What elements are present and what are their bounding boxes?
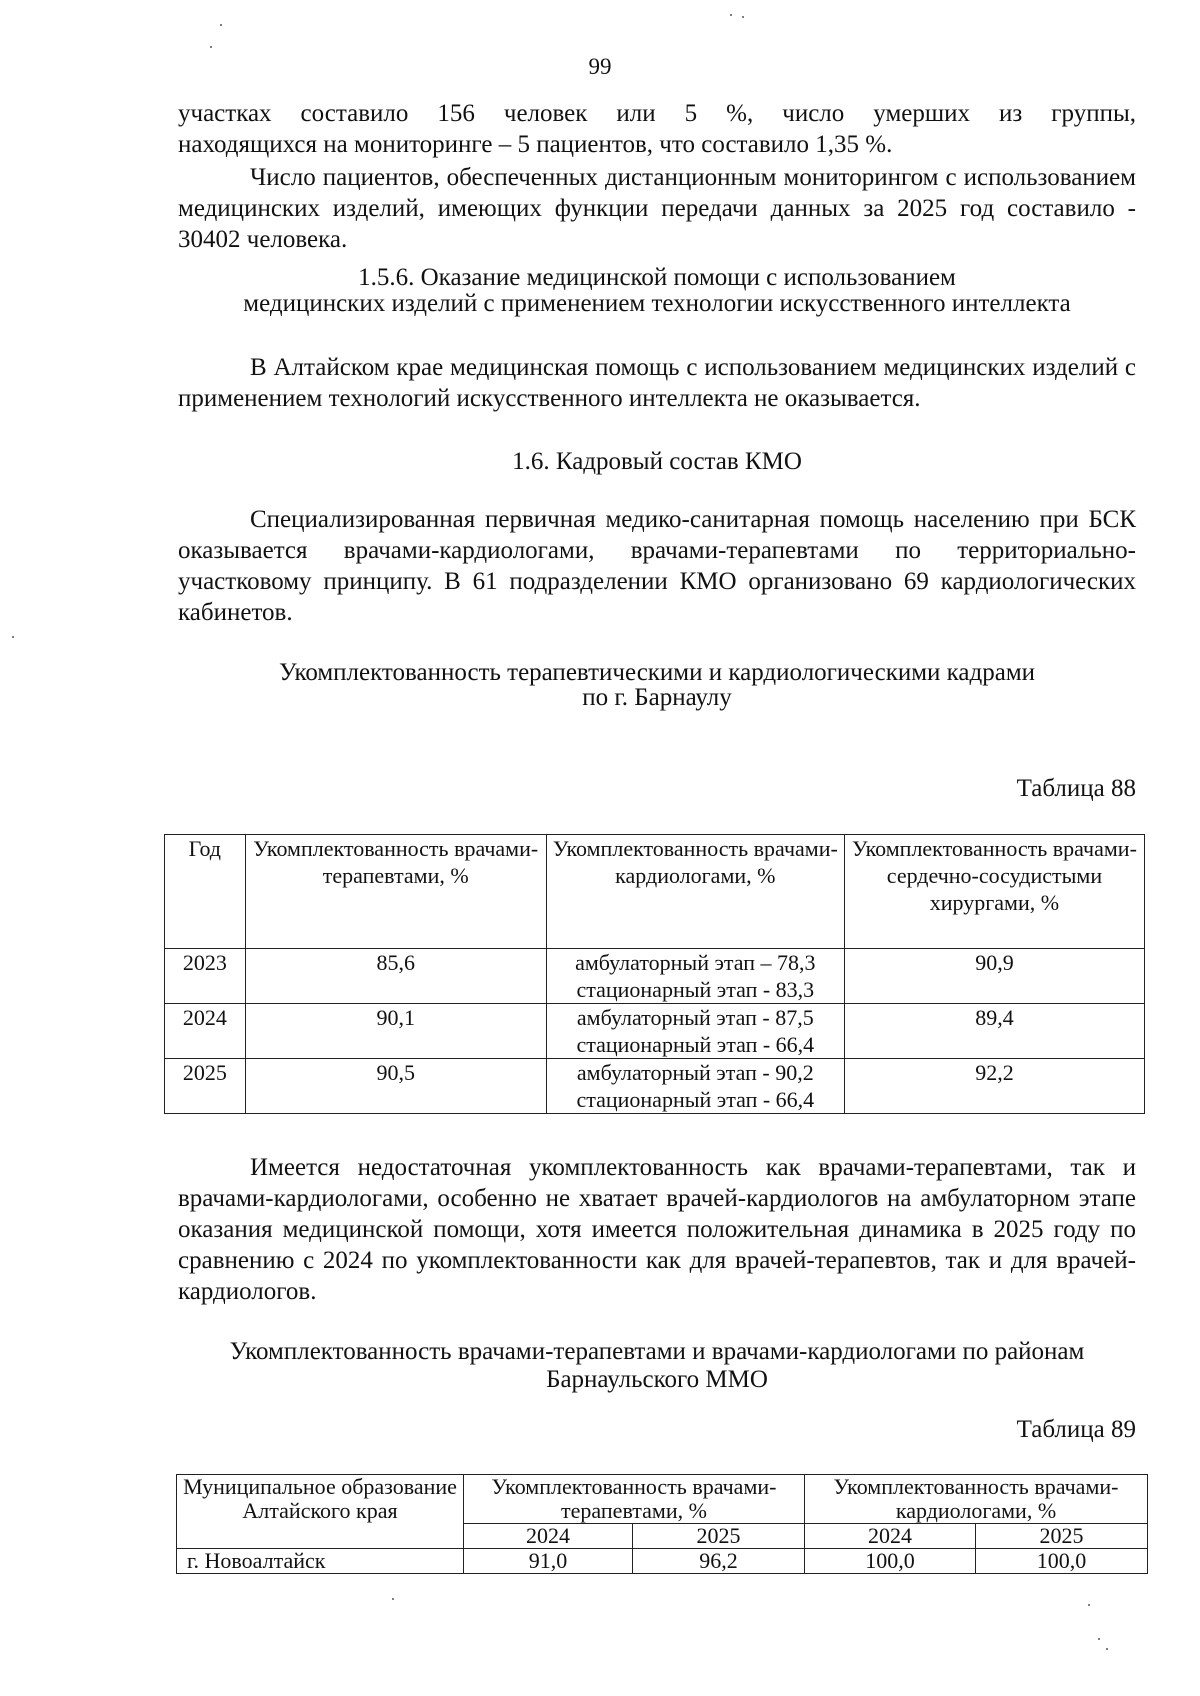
cell-value: 100,0 <box>976 1549 1148 1574</box>
cardiologists-stationary: стационарный этап - 66,4 <box>576 1032 815 1057</box>
cell-year: 2024 <box>165 1004 246 1059</box>
scan-speck <box>220 24 222 26</box>
cardiologists-stationary: стационарный этап - 83,3 <box>576 977 815 1002</box>
caption-line: по г. Барнаулу <box>582 684 732 711</box>
cell-year: 2025 <box>165 1059 246 1114</box>
paragraph-staffing-summary: Имеется недостаточная укомплектованность как врачами-терапевтами, так и врачами-кардиологами, особенно не хватает врачей-кардиологов на амбулаторном этапе оказания медицинской помощи, хотя имеется положительная динамика в 2025 году по сравнению с 2024 по укомплектованности как для врачей-терапевтов, так и для врачей-кардиологов. <box>178 1154 1136 1305</box>
scan-speck <box>730 14 732 16</box>
table-header-row <box>165 835 1145 949</box>
paragraph-specialized-care: Специализированная первичная медико-санитарная помощь населению при БСК оказывается врачами-кардиологами, врачами-терапевтами по территориально-участковому принципу. В 61 подразделении КМО организовано 69 кардиологических кабинетов. <box>178 506 1136 626</box>
paragraph-line: находящихся на мониторинге – 5 пациентов, что составило 1,35 %. <box>178 131 893 158</box>
scan-speck <box>392 1598 394 1600</box>
table-89 <box>176 1474 1148 1574</box>
table-89-caption <box>178 1338 1136 1394</box>
cell-cardiologists <box>546 1059 844 1114</box>
cell-value: 96,2 <box>633 1549 805 1574</box>
cell-surgeons: 92,2 <box>844 1059 1144 1114</box>
header-therapists: Укомплектованность врачами-терапевтами, % <box>245 835 546 949</box>
caption-line: Укомплектованность врачами-терапевтами и врачами-кардиологами по районам <box>229 1338 1085 1365</box>
header-cardiologists: Укомплектованность врачами-кардиологами, % <box>805 1475 1148 1524</box>
header-year: Год <box>165 835 246 949</box>
header-surgeons: Укомплектованность врачами-сердечно-сосудистыми хирургами, % <box>844 835 1144 949</box>
paragraph-line: участках составило 156 человек или 5 %, число умерших из группы, <box>178 100 1136 127</box>
scan-speck <box>742 16 744 18</box>
scan-speck <box>1098 1638 1100 1640</box>
cell-year: 2023 <box>165 949 246 1004</box>
section-heading-1-6: 1.6. Кадровый состав КМО <box>512 448 802 475</box>
header-therapists: Укомплектованность врачами-терапевтами, % <box>464 1475 805 1524</box>
scan-speck <box>210 46 212 48</box>
cell-municipality: г. Новоалтайск <box>177 1549 464 1574</box>
cell-therapists: 90,5 <box>245 1059 546 1114</box>
cell-cardiologists <box>546 949 844 1004</box>
cell-value: 100,0 <box>805 1549 976 1574</box>
caption-line: Барнаульского ММО <box>546 1366 768 1393</box>
cell-therapists: 85,6 <box>245 949 546 1004</box>
header-municipality: Муниципальное образование Алтайского края <box>177 1475 464 1549</box>
table-89-label: Таблица 89 <box>1016 1416 1136 1443</box>
cell-value: 91,0 <box>464 1549 633 1574</box>
caption-line: Укомплектованность терапевтическими и кардиологическими кадрами <box>278 659 1036 686</box>
header-year: 2024 <box>464 1524 633 1549</box>
cell-therapists: 90,1 <box>245 1004 546 1059</box>
cardiologists-ambulatory: амбулаторный этап - 87,5 <box>576 1005 814 1030</box>
scan-speck <box>12 636 14 638</box>
section-heading-1-5-6 <box>178 262 1136 319</box>
header-year: 2024 <box>805 1524 976 1549</box>
scan-speck <box>1088 1604 1090 1606</box>
header-cardiologists: Укомплектованность врачами-кардиологами, % <box>546 835 844 949</box>
header-year: 2025 <box>633 1524 805 1549</box>
table-row <box>165 949 1145 1004</box>
table-header-row <box>177 1475 1148 1524</box>
scan-speck <box>1106 1648 1108 1650</box>
heading-line: 1.5.6. Оказание медицинской помощи с использованием <box>358 264 956 291</box>
cell-cardiologists <box>546 1004 844 1059</box>
table-88-label: Таблица 88 <box>1016 775 1136 802</box>
table-88-caption <box>178 657 1136 713</box>
header-year: 2025 <box>976 1524 1148 1549</box>
cell-surgeons: 90,9 <box>844 949 1144 1004</box>
table-row <box>165 1059 1145 1114</box>
page-number: 99 <box>588 54 612 79</box>
table-row <box>165 1004 1145 1059</box>
table-row <box>177 1549 1148 1574</box>
cardiologists-stationary: стационарный этап - 66,4 <box>576 1087 815 1112</box>
cardiologists-ambulatory: амбулаторный этап – 78,3 <box>575 950 816 975</box>
paragraph-ai: В Алтайском крае медицинская помощь с использованием медицинских изделий с применением технологий искусственного интеллекта не оказывается. <box>178 354 1136 412</box>
table-88 <box>164 834 1145 1114</box>
cardiologists-ambulatory: амбулаторный этап - 90,2 <box>576 1060 814 1085</box>
paragraph-remote-monitoring: Число пациентов, обеспеченных дистанционным мониторингом с использованием медицинских изделий, имеющих функции передачи данных за 2025 год составило - 30402 человека. <box>178 164 1136 253</box>
cell-surgeons: 89,4 <box>844 1004 1144 1059</box>
heading-line: медицинских изделий с применением технологии искусственного интеллекта <box>243 290 1071 317</box>
